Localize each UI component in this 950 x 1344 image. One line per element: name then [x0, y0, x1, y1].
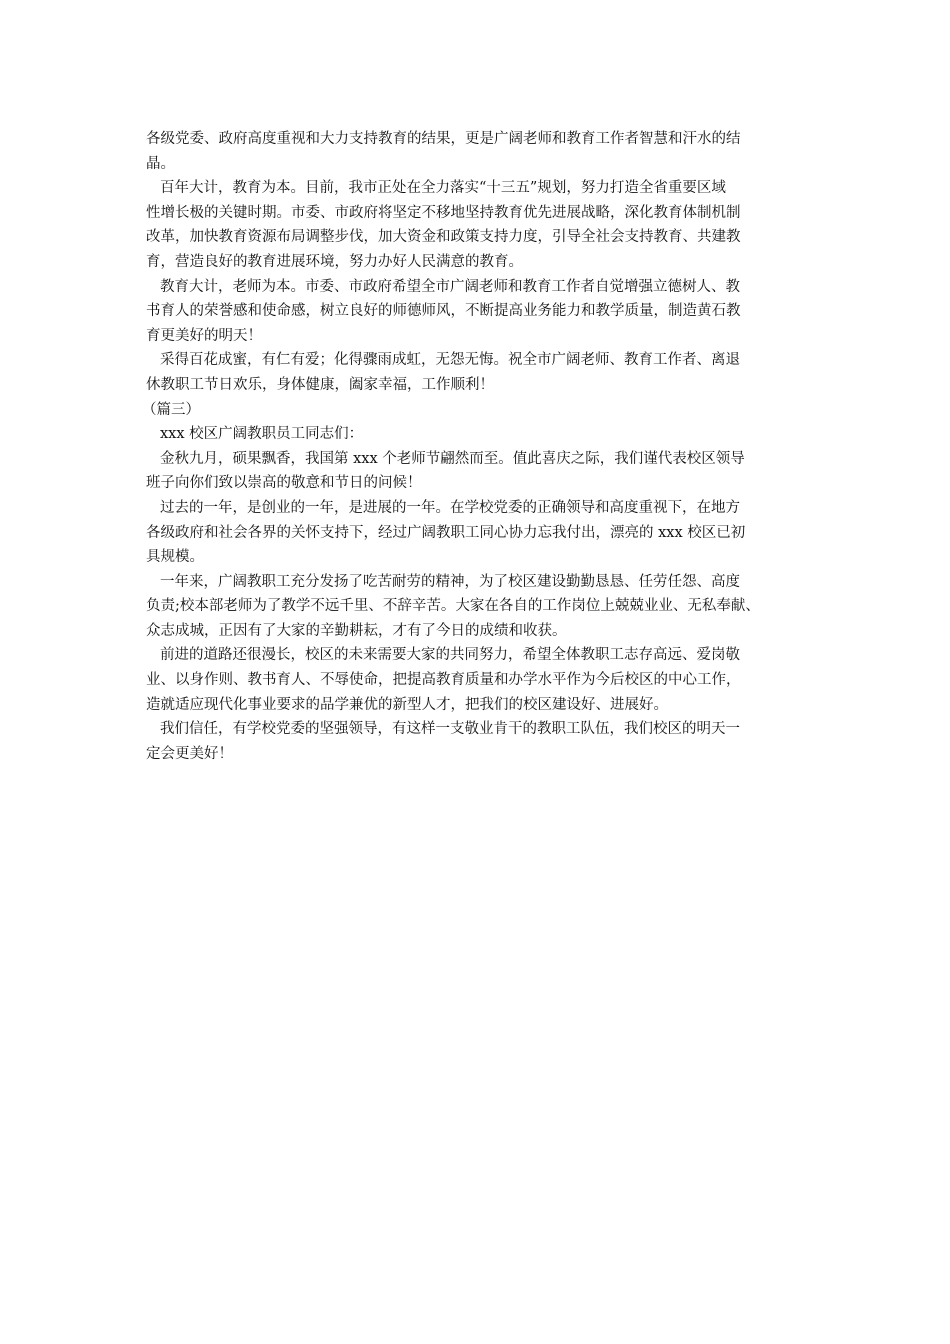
- text-line: 众志成城，正因有了大家的辛勤耕耘，才有了今日的成绩和收获。: [146, 622, 567, 639]
- text-line: 造就适应现代化事业要求的品学兼优的新型人才，把我们的校区建设好、进展好。: [146, 696, 668, 713]
- text-line: 育更美好的明天！: [146, 327, 262, 344]
- document-body: [142, 127, 818, 766]
- text-line: 具规模。: [146, 549, 204, 566]
- text-line: 业、以身作则、教书育人、不辱使命，把提高教育质量和办学水平作为今后校区的中心工作，: [146, 672, 741, 689]
- text-line: 金秋九月，硕果飘香，我国第 xxx 个老师节翩然而至。值此喜庆之际，我们谨代表校区领导: [160, 450, 745, 467]
- text-line: 改革，加快教育资源布局调整步伐，加大资金和政策支持力度，引导全社会支持教育、共建教: [146, 229, 741, 246]
- text-line: 百年大计，教育为本。目前，我市正处在全力落实“十三五”规划，努力打造全省重要区域: [160, 180, 726, 197]
- text-line: 教育大计，老师为本。市委、市政府希望全市广阔老师和教育工作者自觉增强立德树人、教: [160, 278, 740, 295]
- text-line: 定会更美好！: [146, 745, 233, 762]
- text-line: 前进的道路还很漫长，校区的未来需要大家的共同努力，希望全体教职工志存高远、爱岗敬: [160, 647, 740, 664]
- text-line: 各级政府和社会各界的关怀支持下，经过广阔教职工同心协力忘我付出，漂亮的 xxx 校区已初: [146, 524, 746, 541]
- text-line: 书育人的荣誉感和使命感，树立良好的师德师风，不断提高业务能力和教学质量，制造黄石教: [146, 303, 741, 320]
- text-line: 采得百花成蜜，有仁有爱；化得骤雨成虹，无怨无悔。祝全市广阔老师、教育工作者、离退: [160, 352, 740, 369]
- text-line: 我们信任，有学校党委的坚强领导，有这样一支敬业肯干的教职工队伍，我们校区的明天一: [160, 721, 740, 738]
- text-line: 负责;校本部老师为了教学不远千里、不辞辛苦。大家在各自的工作岗位上兢兢业业、无私奉献、: [146, 598, 760, 615]
- text-line: 育，营造良好的教育进展环境，努力办好人民满意的教育。: [146, 253, 523, 270]
- text-line: 性增长极的关键时期。市委、市政府将坚定不移地坚持教育优先进展战略，深化教育体制机制: [146, 204, 741, 221]
- text-line: xxx 校区广阔教职员工同志们：: [160, 426, 364, 443]
- text-line: 休教职工节日欢乐，身体健康，阖家幸福，工作顺利！: [146, 376, 494, 393]
- text-line: 班子向你们致以崇高的敬意和节日的问候！: [146, 475, 422, 492]
- text-line: 晶。: [146, 155, 175, 172]
- text-line: 一年来，广阔教职工充分发扬了吃苦耐劳的精神，为了校区建设勤勤恳恳、任劳任怨、高度: [160, 573, 740, 590]
- text-line: 各级党委、政府高度重视和大力支持教育的结果，更是广阔老师和教育工作者智慧和汗水的结: [146, 131, 741, 147]
- section-heading: （篇三）: [142, 401, 200, 418]
- text-line: 过去的一年，是创业的一年，是进展的一年。在学校党委的正确领导和高度重视下，在地方: [160, 499, 740, 516]
